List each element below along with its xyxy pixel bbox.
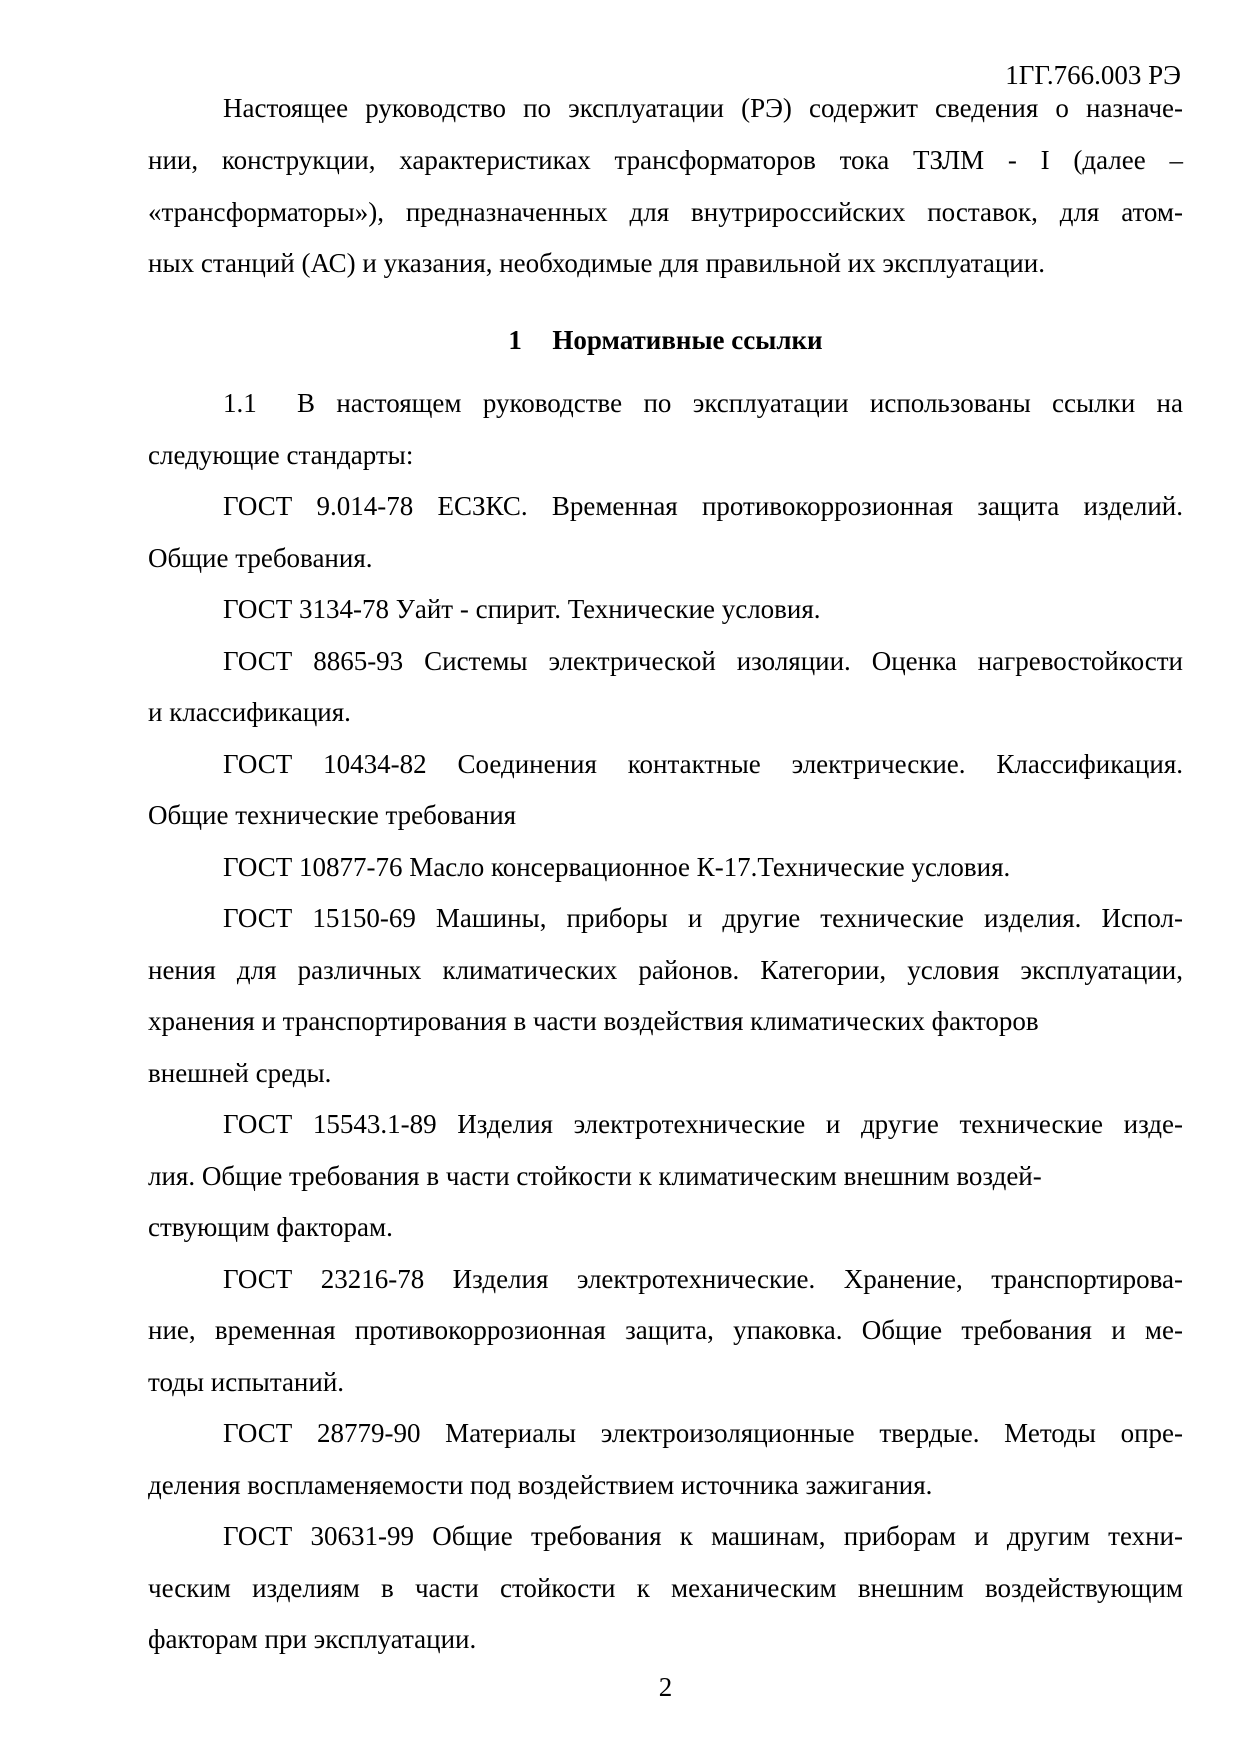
text-line: ГОСТ 3134-78 Уайт - спирит. Технические условия. <box>223 594 821 624</box>
text-line: Настоящее руководство по эксплуатации (РЭ) содержит сведения о назначе- <box>223 93 1183 123</box>
text-line: ческим изделиям в части стойкости к механическим внешним воздействующим <box>148 1573 1183 1603</box>
text-line: ГОСТ 10877-76 Масло консервационное К-17.Технические условия. <box>223 852 1011 882</box>
text-line: внешней среды. <box>148 1058 332 1088</box>
text-line: факторам при эксплуатации. <box>148 1624 477 1654</box>
text-line: нения для различных климатических районов. Категории, условия эксплуатации, <box>148 955 1183 985</box>
text-line: лия. Общие требования в части стойкости к климатическим внешним воздей- <box>148 1161 1042 1191</box>
text-line: ГОСТ 28779-90 Материалы электроизоляционные твердые. Методы опре- <box>223 1418 1183 1448</box>
text-line: ГОСТ 23216-78 Изделия электротехнические. Хранение, транспортирова- <box>223 1264 1183 1294</box>
text-line: ГОСТ 9.014-78 ЕСЗКС. Временная противокоррозионная защита изделий. <box>223 491 1183 521</box>
section-number: 1 <box>508 325 522 355</box>
text-line: ных станций (АС) и указания, необходимые для правильной их эксплуатации. <box>148 248 1045 278</box>
text-line: ГОСТ 15543.1-89 Изделия электротехнические и другие технические изде- <box>223 1109 1183 1139</box>
text-line: «трансформаторы»), предназначенных для внутрироссийских поставок, для атом- <box>148 197 1183 227</box>
text-line: В настоящем руководстве по эксплуатации использованы ссылки на <box>297 388 1183 418</box>
text-line: тоды испытаний. <box>148 1367 345 1397</box>
section-title: Нормативные ссылки <box>552 325 823 355</box>
text-line: Общие требования. <box>148 543 373 573</box>
text-line: ние, временная противокоррозионная защита, упаковка. Общие требования и ме- <box>148 1315 1183 1345</box>
clause-first-line <box>223 385 1183 421</box>
page-number: 2 <box>658 1672 673 1702</box>
document-code: 1ГГ.766.003 РЭ <box>1005 60 1181 90</box>
text-line: ГОСТ 15150-69 Машины, приборы и другие технические изделия. Испол- <box>223 903 1183 933</box>
text-line: ГОСТ 30631-99 Общие требования к машинам, приборам и другим техни- <box>223 1521 1183 1551</box>
section-heading <box>148 322 1183 358</box>
text-line: и классификация. <box>148 697 351 727</box>
text-line: следующие стандарты: <box>148 440 414 470</box>
text-line: ствующим факторам. <box>148 1212 393 1242</box>
text-line: хранения и транспортирования в части воздействия климатических факторов <box>148 1006 1039 1036</box>
text-line: ГОСТ 8865-93 Системы электрической изоляции. Оценка нагревостойкости <box>223 646 1183 676</box>
text-line: нии, конструкции, характеристиках трансформаторов тока ТЗЛМ - I (далее – <box>148 145 1183 175</box>
clause-number: 1.1 <box>223 388 257 418</box>
text-line: деления воспламеняемости под воздействием источника зажигания. <box>148 1470 933 1500</box>
text-line: ГОСТ 10434-82 Соединения контактные электрические. Классификация. <box>223 749 1183 779</box>
text-line: Общие технические требования <box>148 800 517 830</box>
